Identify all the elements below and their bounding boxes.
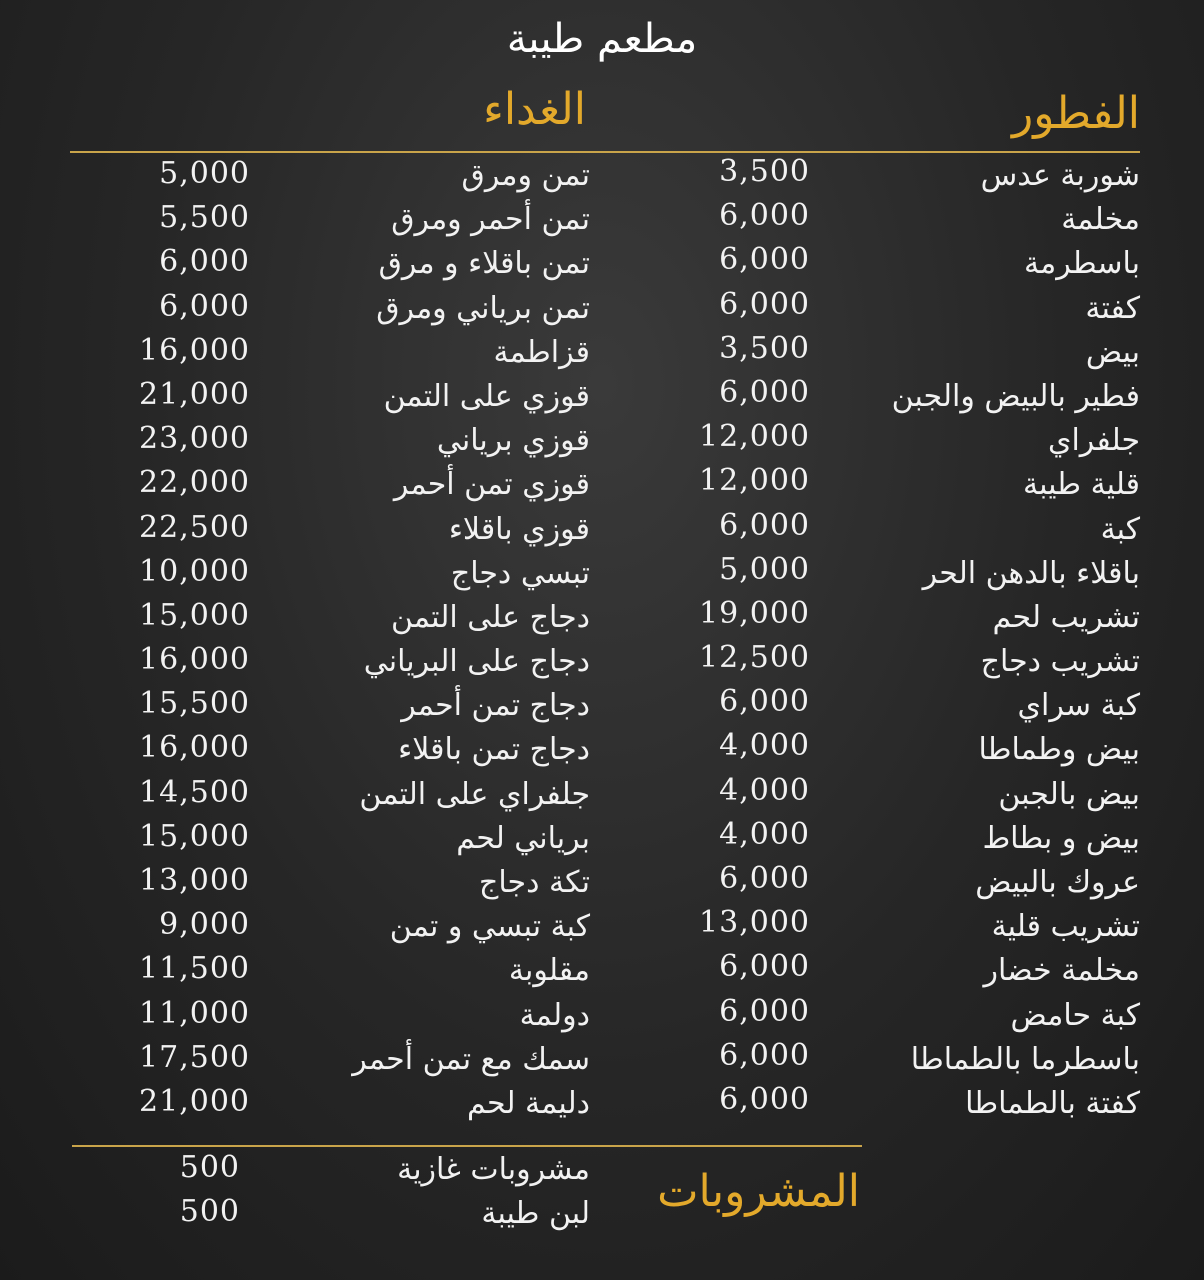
restaurant-title: مطعم طيبة [506,16,698,62]
breakfast-item-price: 6,000 [719,684,810,720]
breakfast-item-name: قلية طيبة [1022,467,1140,503]
breakfast-item-name: عروك بالبيض [975,865,1140,900]
lunch-item-name: قوزي باقلاء [448,511,590,547]
drinks-prices [90,1146,240,1234]
lunch-item-name: قوزي تمن أحمر [393,467,590,503]
lunch-item-price: 10,000 [139,553,250,589]
breakfast-item-name: مخلمة خضار [983,953,1140,989]
breakfast-item-name: كبة سراي [1017,688,1140,724]
lunch-item-price: 22,000 [139,465,250,501]
lunch-item-name: تبسي دجاج [450,555,590,591]
lunch-item-name: كبة تبسي و تمن [389,909,590,945]
lunch-item-price: 17,500 [139,1039,250,1075]
lunch-item-name: دليمة لحم [467,1085,590,1121]
breakfast-item-name: فطير بالبيض والجبن [891,378,1140,414]
breakfast-item-price: 6,000 [719,242,810,278]
breakfast-item-name: مخلمة [1061,202,1140,238]
lunch-item-price: 21,000 [139,376,250,412]
breakfast-item-price: 19,000 [699,595,810,631]
lunch-item-price: 22,500 [139,509,250,545]
lunch-item-price: 15,000 [139,818,250,854]
breakfast-item-name: كبة حامض [1010,997,1140,1033]
lunch-item-price: 23,000 [139,421,250,457]
breakfast-heading: الفطور [1012,88,1140,139]
breakfast-item-price: 4,000 [719,728,810,764]
breakfast-prices [640,150,810,1122]
lunch-item-name: قزاطمة [493,334,590,370]
lunch-item-name: برياني لحم [456,820,590,856]
lunch-item-price: 15,500 [139,686,250,722]
breakfast-item-price: 12,500 [699,640,810,676]
breakfast-item-price: 12,000 [699,419,810,455]
breakfast-item-name: تشريب لحم [992,599,1140,635]
lunch-item-name: دجاج تمن أحمر [401,688,590,724]
drinks-heading: المشروبات [657,1166,860,1217]
breakfast-item-price: 6,000 [719,949,810,985]
drinks-item-name: مشروبات غازية [397,1152,590,1187]
drinks-item-price: 500 [179,1194,240,1230]
lunch-item-name: قوزي برياني [436,423,590,459]
drinks-item-name: لبن طيبة [481,1196,590,1232]
lunch-item-name: دجاج على البرياني [363,644,590,680]
lunch-item-price: 16,000 [139,332,250,368]
breakfast-item-name: شوربة عدس [980,158,1140,193]
lunch-item-name: تكة دجاج [479,865,590,900]
lunch-item-name: تمن برياني ومرق [376,290,590,326]
breakfast-item-price: 3,500 [719,154,810,189]
breakfast-item-name: بيض [1085,334,1140,370]
breakfast-item-name: كبة [1100,511,1140,547]
lunch-item-price: 21,000 [139,1083,250,1119]
breakfast-item-name: بيض و بطاط [982,820,1140,856]
lunch-item-name: دولمة [519,997,590,1033]
breakfast-item-name: باسطرمة [1024,246,1140,282]
lunch-item-name: دجاج تمن باقلاء [398,732,590,768]
lunch-item-name: قوزي على التمن [383,378,590,414]
lunch-item-price: 5,500 [159,200,250,236]
lunch-heading: الغداء [483,84,586,135]
breakfast-item-name: باسطرما بالطماطا [910,1041,1140,1077]
breakfast-item-name: جلفراي [1047,423,1140,459]
lunch-item-price: 5,000 [159,156,250,191]
breakfast-item-price: 6,000 [719,374,810,410]
lunch-item-price: 16,000 [139,730,250,766]
breakfast-item-name: تشريب قلية [991,909,1140,945]
breakfast-names [880,154,1140,1126]
lunch-item-price: 16,000 [139,642,250,678]
lunch-item-price: 6,000 [159,244,250,280]
lunch-item-name: تمن ومرق [461,158,590,193]
lunch-item-name: دجاج على التمن [390,599,590,635]
breakfast-item-price: 3,500 [719,330,810,366]
lunch-item-price: 13,000 [139,863,250,898]
lunch-item-name: تمن باقلاء و مرق [378,246,590,282]
lunch-item-price: 9,000 [159,907,250,943]
breakfast-item-price: 6,000 [719,1037,810,1073]
breakfast-item-price: 6,000 [719,993,810,1029]
breakfast-item-name: كفتة بالطماطا [965,1085,1140,1121]
breakfast-item-price: 6,000 [719,286,810,322]
breakfast-item-name: تشريب دجاج [980,644,1140,680]
lunch-item-name: سمك مع تمن أحمر [352,1041,590,1077]
breakfast-item-price: 6,000 [719,1081,810,1117]
breakfast-item-name: باقلاء بالدهن الحر [922,555,1140,591]
lunch-item-name: مقلوبة [508,953,590,989]
lunch-item-price: 14,500 [139,774,250,810]
drinks-item-price: 500 [179,1150,240,1185]
breakfast-item-price: 6,000 [719,198,810,234]
breakfast-item-price: 4,000 [719,772,810,808]
lunch-item-price: 6,000 [159,288,250,324]
lunch-item-name: جلفراي على التمن [359,776,590,812]
lunch-prices [90,152,250,1124]
lunch-item-price: 15,000 [139,597,250,633]
lunch-item-price: 11,500 [139,951,250,987]
lunch-item-price: 11,000 [139,995,250,1031]
breakfast-item-price: 6,000 [719,507,810,543]
breakfast-item-price: 12,000 [699,463,810,499]
breakfast-item-price: 4,000 [719,816,810,852]
lunch-item-name: تمن أحمر ومرق [391,202,590,238]
breakfast-item-name: بيض بالجبن [998,776,1140,812]
breakfast-item-price: 5,000 [719,551,810,587]
drinks-names [320,1148,590,1236]
breakfast-item-name: كفتة [1085,290,1140,326]
breakfast-item-name: بيض وطماطا [978,732,1140,768]
breakfast-item-price: 6,000 [719,861,810,896]
lunch-names [320,154,590,1126]
breakfast-item-price: 13,000 [699,905,810,941]
